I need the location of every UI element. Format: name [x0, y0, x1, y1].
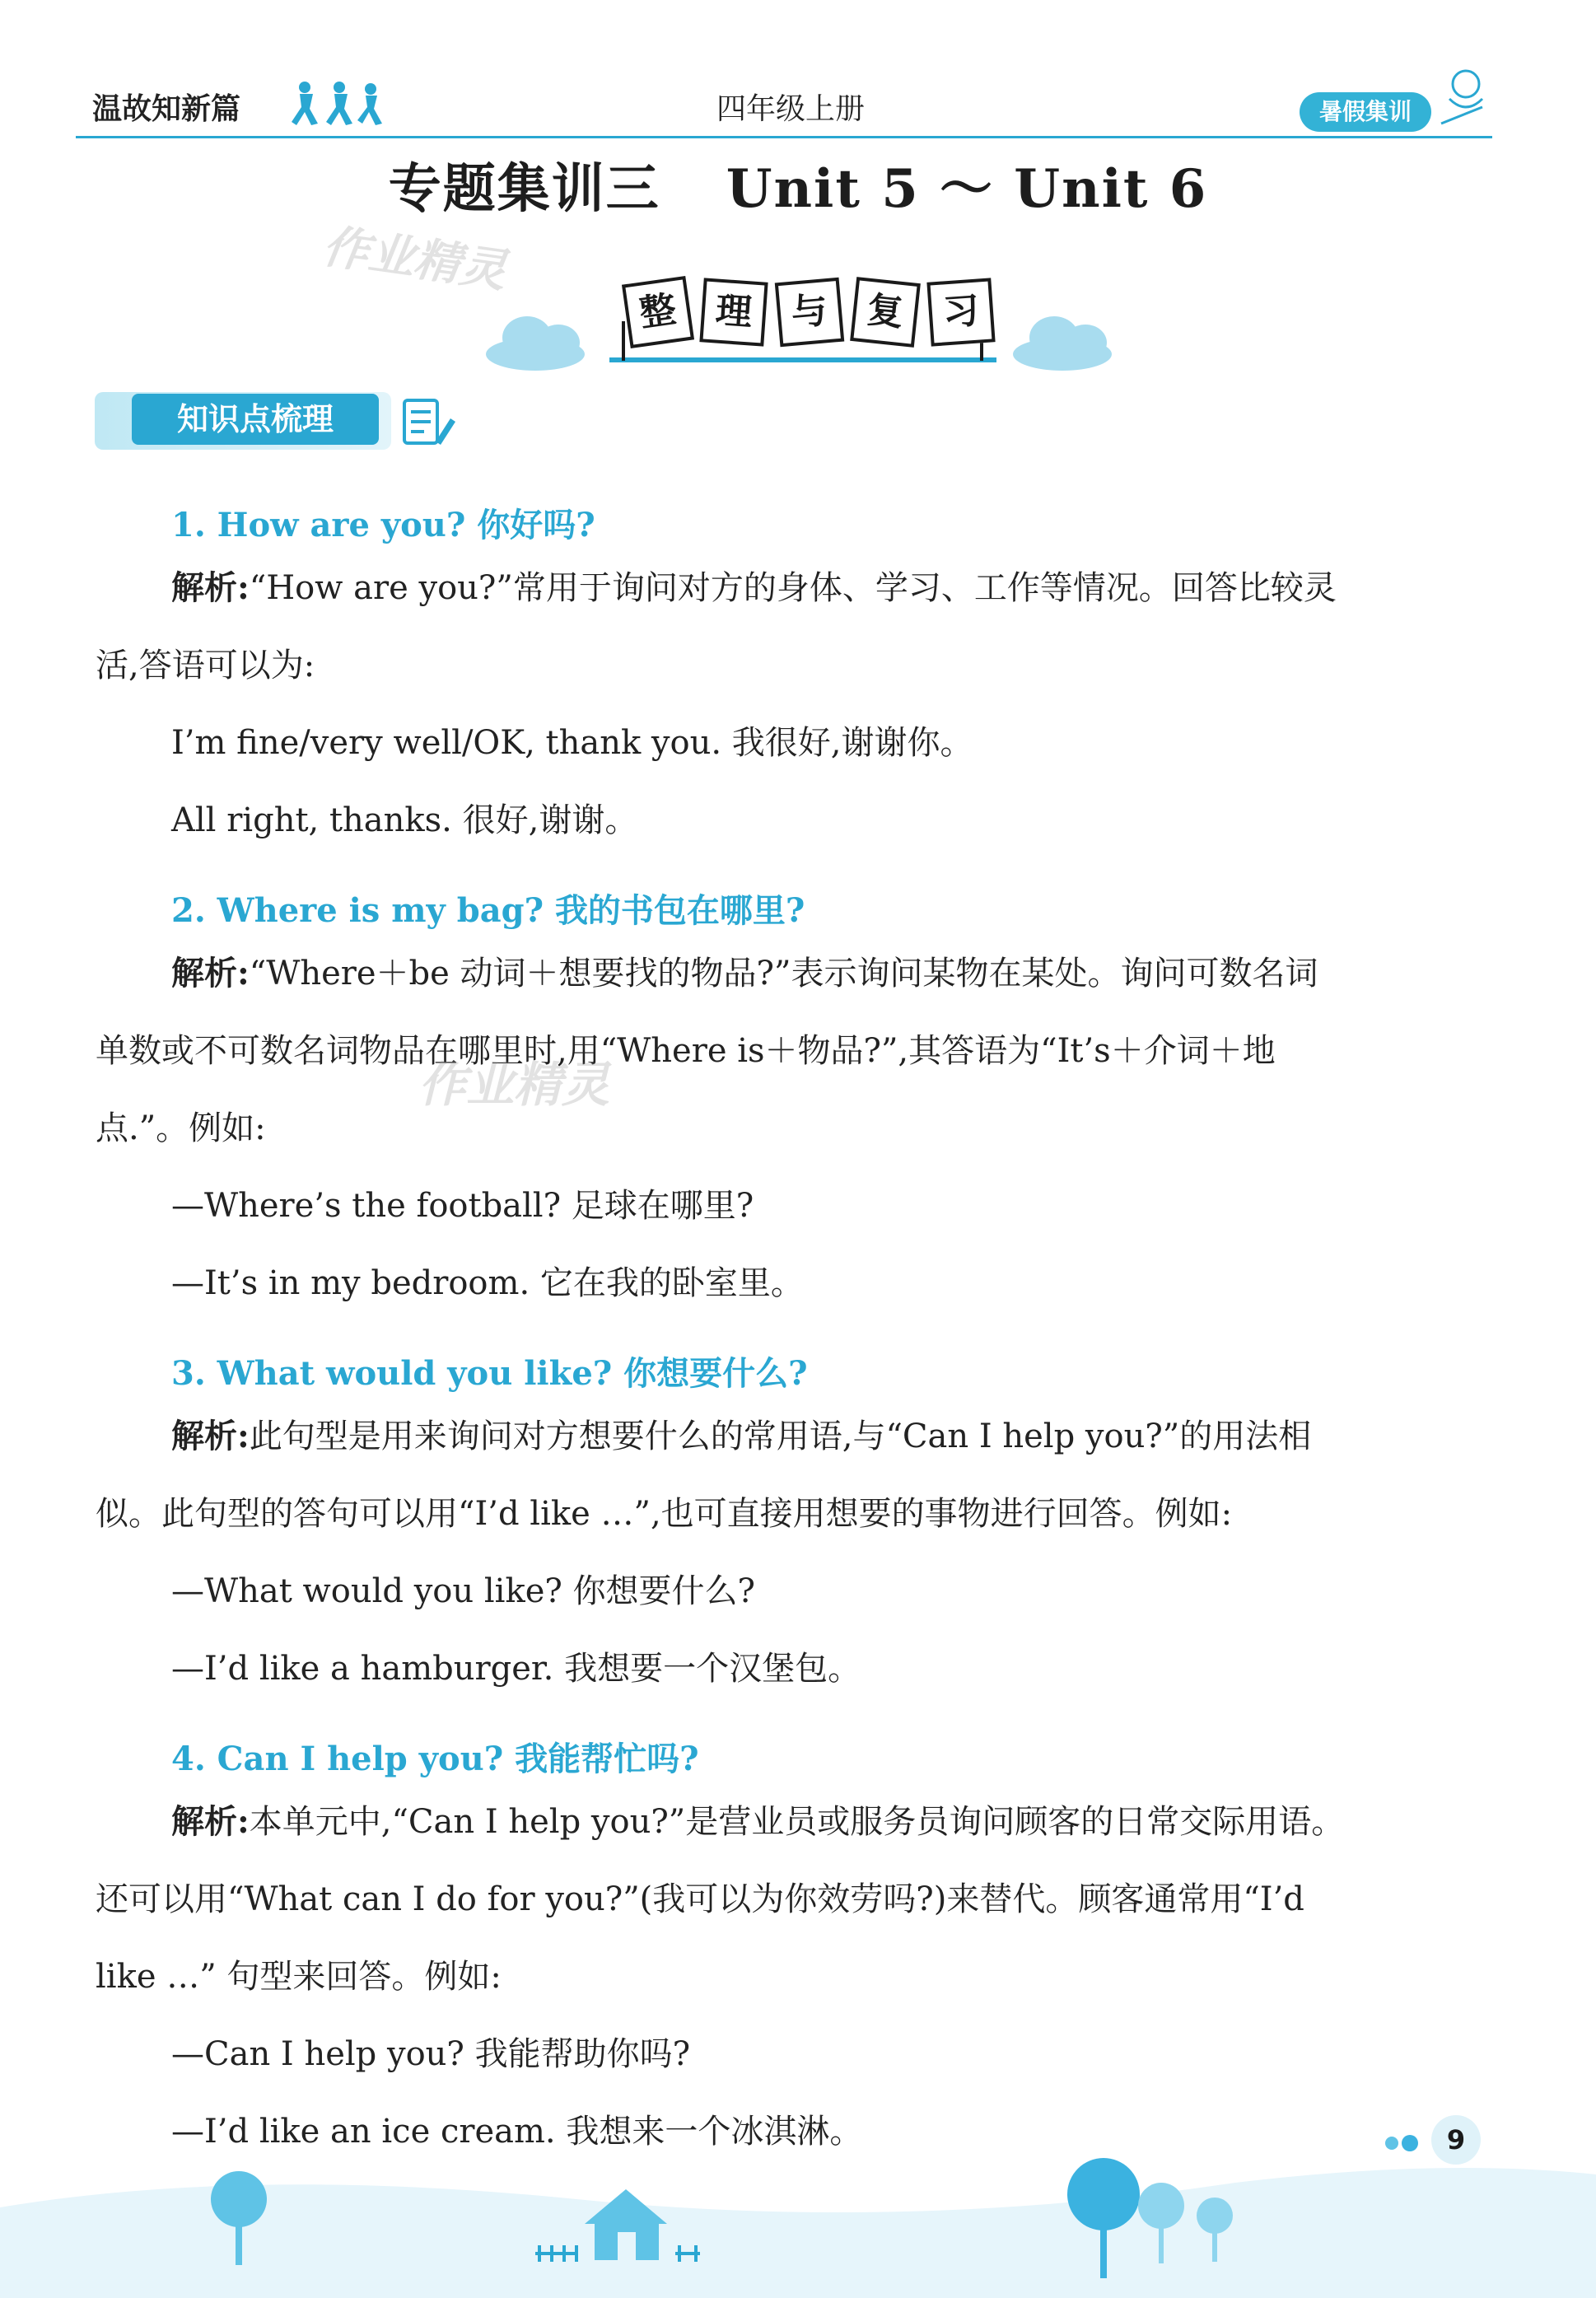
- example-line: —I’d like an ice cream. 我想来一个冰淇淋。: [171, 2113, 863, 2151]
- item-analysis-1: [171, 568, 1514, 607]
- analysis-text: 活,答语可以为:: [96, 647, 315, 684]
- item-heading-2: 2. Where is my bag? 我的书包在哪里?: [171, 891, 805, 930]
- running-kids-icon: [288, 81, 387, 130]
- item-heading-4: 4. Can I help you? 我能帮忙吗?: [171, 1740, 699, 1778]
- item-heading-3: 3. What would you like? 你想要什么?: [171, 1354, 808, 1393]
- notepad-pencil-icon: [399, 394, 457, 451]
- footer-landscape: [0, 2109, 1596, 2298]
- item-analysis-4: [171, 1802, 1514, 1841]
- analysis-label: 解析:: [171, 954, 250, 993]
- analysis-text: “How are you?”常用于询问对方的身体、学习、工作等情况。回答比较灵: [249, 569, 1337, 607]
- example-line: —Can I help you? 我能帮助你吗?: [171, 2035, 691, 2073]
- analysis-text: 还可以用“What can I do for you?”(我可以为你效劳吗?)来替代。顾客通常用“I’d: [96, 1880, 1304, 1918]
- analysis-text: “Where＋be 动词＋想要找的物品?”表示询问某物在某处。询问可数名词: [249, 955, 1318, 993]
- page-number: 9: [1431, 2115, 1481, 2165]
- review-banner: [626, 280, 993, 344]
- analysis-text: 此句型是用来询问对方想要什么的常用语,与“Can I help you?”的用法相: [249, 1418, 1312, 1455]
- banner-tile: 习: [926, 278, 995, 346]
- banner-tile: 理: [699, 278, 768, 346]
- header-badge: 暑假集训: [1300, 92, 1431, 132]
- header-grade-label: 四年级上册: [716, 92, 866, 126]
- cartoon-girl-icon: [1433, 66, 1491, 132]
- banner-tile: 与: [775, 278, 845, 348]
- analysis-text: like …” 句型来回答。例如:: [96, 1958, 502, 1996]
- item-analysis-2: [171, 954, 1514, 993]
- title-en: Unit 5 ～ Unit 6: [726, 158, 1208, 220]
- item-heading-1: 1. How are you? 你好吗?: [171, 506, 595, 544]
- example-line: —I’d like a hamburger. 我想要一个汉堡包。: [171, 1650, 861, 1688]
- analysis-text: 单数或不可数名词物品在哪里时,用“Where is＋物品?”,其答语为“It’s＋介词＋地: [96, 1032, 1276, 1070]
- header-section-label: 温故知新篇: [92, 92, 241, 126]
- banner-tile: 整: [622, 276, 694, 348]
- example-line: —It’s in my bedroom. 它在我的卧室里。: [171, 1264, 804, 1302]
- analysis-label: 解析:: [171, 1802, 250, 1841]
- analysis-text: 点.”。例如:: [96, 1109, 266, 1147]
- analysis-label: 解析:: [171, 568, 250, 607]
- knowledge-label: 知识点梳理: [132, 394, 379, 445]
- example-line: —What would you like? 你想要什么?: [171, 1572, 755, 1610]
- analysis-text: 本单元中,“Can I help you?”是营业员或服务员询问顾客的日常交际用语。: [249, 1803, 1345, 1841]
- example-line: —Where’s the football? 足球在哪里?: [171, 1187, 754, 1225]
- header-divider: [76, 136, 1492, 138]
- watermark-middle: 作业精灵: [418, 1057, 610, 1113]
- banner-tile: 复: [850, 277, 921, 348]
- example-line: I’m fine/very well/OK, thank you. 我很好,谢谢你。: [171, 724, 973, 762]
- analysis-text: 似。此句型的答句可以用“I’d like …”,也可直接用想要的事物进行回答。例如:: [96, 1495, 1233, 1533]
- watermark-top: 作业精灵: [319, 219, 510, 299]
- example-line: All right, thanks. 很好,谢谢。: [171, 801, 638, 839]
- title-cn: 专题集训三: [388, 158, 660, 220]
- page-title: [0, 147, 1596, 222]
- analysis-label: 解析:: [171, 1417, 250, 1455]
- item-analysis-3: [171, 1417, 1514, 1455]
